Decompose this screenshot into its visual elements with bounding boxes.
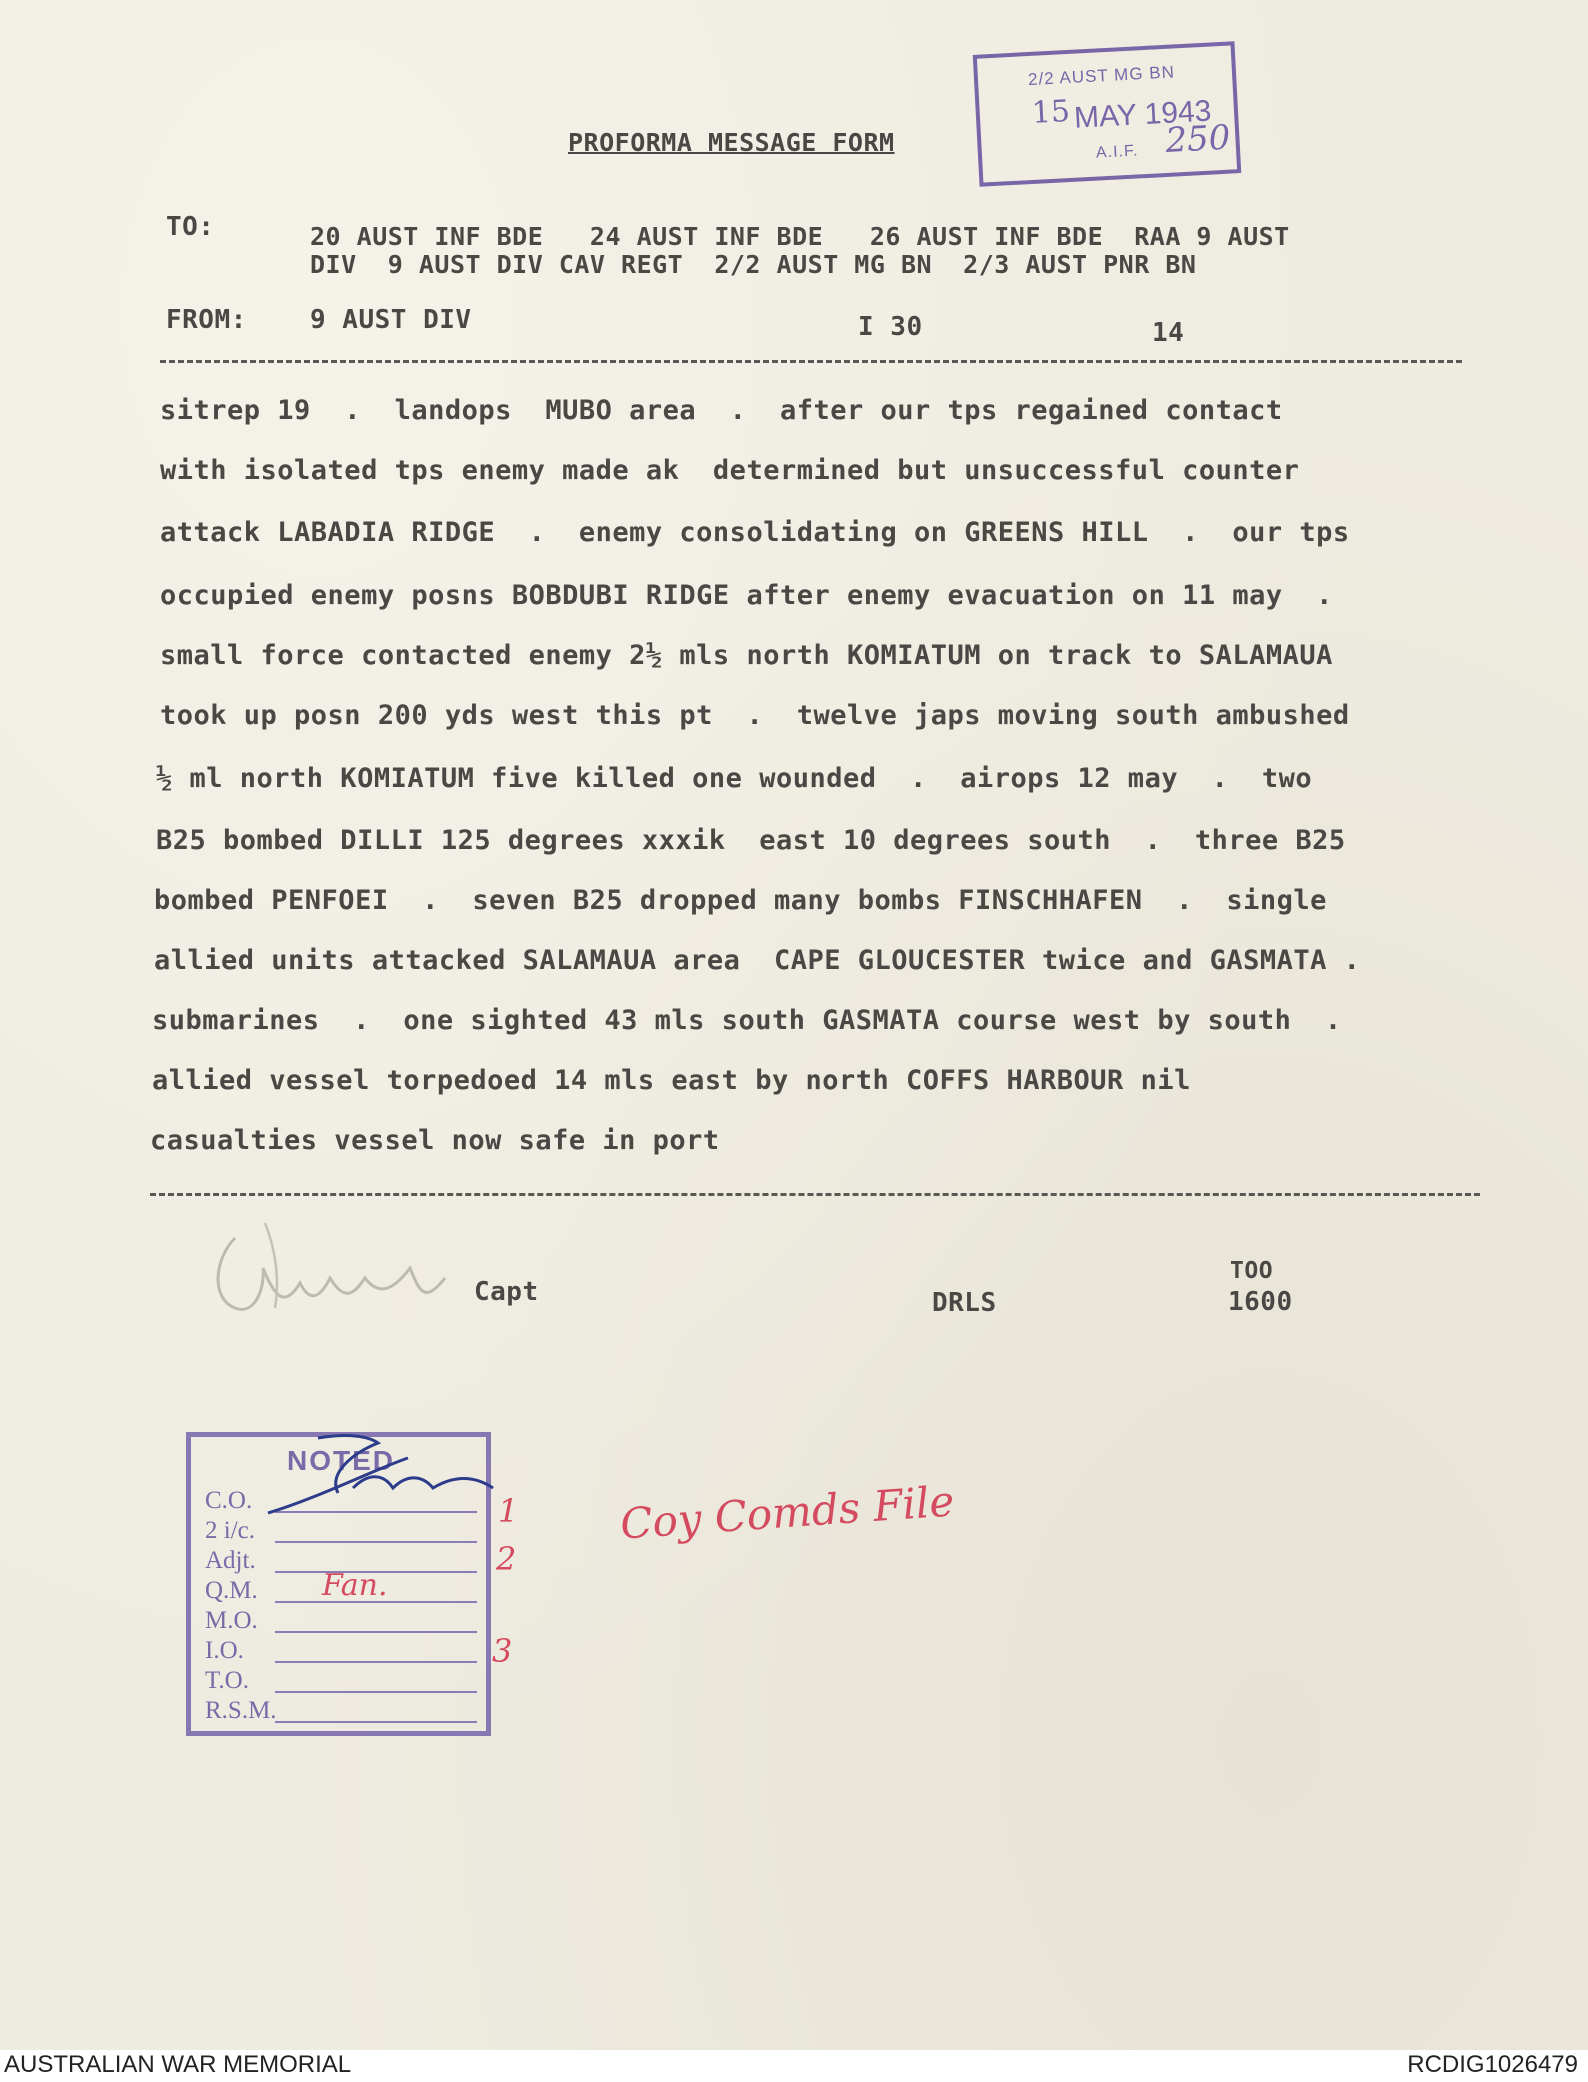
message-line: attack LABADIA RIDGE . enemy consolidating on GREENS HILL . our tps — [160, 517, 1350, 548]
message-line: occupied enemy posns BOBDUBI RIDGE after enemy evacuation on 11 may . — [160, 580, 1333, 611]
form-title: PROFORMA MESSAGE FORM — [568, 128, 895, 157]
too-value: 1600 — [1228, 1287, 1293, 1317]
received-stamp-aif: A.I.F. — [1095, 142, 1139, 162]
received-stamp — [973, 41, 1242, 187]
delivery-method: DRLS — [932, 1288, 997, 1318]
signature-scribble — [205, 1208, 455, 1328]
noted-row: Q.M. — [205, 1575, 485, 1607]
received-stamp-number: 250 — [1164, 117, 1232, 161]
too-label: TOO — [1230, 1258, 1274, 1284]
to-line-2: DIV 9 AUST DIV CAV REGT 2/2 AUST MG BN 2/3 AUST PNR BN — [310, 250, 1197, 279]
distribution-note: Coy Comds File — [618, 1476, 956, 1549]
received-stamp-month-year: MAY 1943 — [1073, 94, 1213, 135]
adjt-initials: Fan. — [322, 1568, 388, 1603]
distribution-number: 2 — [496, 1540, 517, 1578]
noted-row: R.S.M. — [205, 1695, 485, 1727]
footer-divider — [150, 1193, 1480, 1196]
from-value: 9 AUST DIV — [310, 305, 472, 335]
message-line: ½ ml north KOMIATUM five killed one wounded . airops 12 may . two — [156, 763, 1313, 794]
message-line: bombed PENFOEI . seven B25 dropped many bombs FINSCHHAFEN . single — [154, 885, 1327, 916]
received-stamp-day: 15 — [1030, 93, 1071, 131]
message-line: allied vessel torpedoed 14 mls east by north COFFS HARBOUR nil — [152, 1065, 1191, 1096]
noted-row: C.O. — [205, 1485, 485, 1517]
distribution-number: 1 — [498, 1492, 519, 1530]
to-label: TO: — [166, 212, 215, 242]
message-line: with isolated tps enemy made ak determined but unsuccessful counter — [160, 455, 1300, 486]
from-label: FROM: — [166, 305, 247, 335]
received-stamp-unit: 2/2 AUST MG BN — [1027, 62, 1176, 90]
signature-rank: Capt — [474, 1277, 539, 1307]
ref-group-1: I 30 — [858, 312, 923, 342]
message-line: allied units attacked SALAMAUA area CAPE GLOUCESTER twice and GASMATA . — [154, 945, 1361, 976]
noted-row: T.O. — [205, 1665, 485, 1697]
noted-heading: NOTED — [287, 1445, 395, 1476]
noted-row: I.O. — [205, 1635, 485, 1667]
to-line-1: 20 AUST INF BDE 24 AUST INF BDE 26 AUST INF BDE RAA 9 AUST — [310, 222, 1290, 251]
noted-row: Adjt. — [205, 1545, 485, 1577]
header-divider — [160, 360, 1462, 363]
message-line: sitrep 19 . landops MUBO area . after our tps regained contact — [160, 395, 1283, 426]
message-line: took up posn 200 yds west this pt . twelve japs moving south ambushed — [160, 700, 1350, 731]
message-line: casualties vessel now safe in port — [150, 1125, 720, 1156]
message-line: small force contacted enemy 2½ mls north KOMIATUM on track to SALAMAUA — [160, 640, 1333, 671]
noted-row: M.O. — [205, 1605, 485, 1637]
archive-reference: RCDIG1026479 — [1407, 2051, 1578, 2078]
ref-group-2: 14 — [1152, 318, 1185, 348]
co-signature — [258, 1418, 498, 1528]
message-line: B25 bombed DILLI 125 degrees xxxik east 10 degrees south . three B25 — [156, 825, 1346, 856]
distribution-number: 3 — [492, 1632, 513, 1670]
noted-row: 2 i/c. — [205, 1515, 485, 1547]
message-line: submarines . one sighted 43 mls south GASMATA course west by south . — [152, 1005, 1342, 1036]
archive-credit: AUSTRALIAN WAR MEMORIAL — [4, 2051, 352, 2078]
